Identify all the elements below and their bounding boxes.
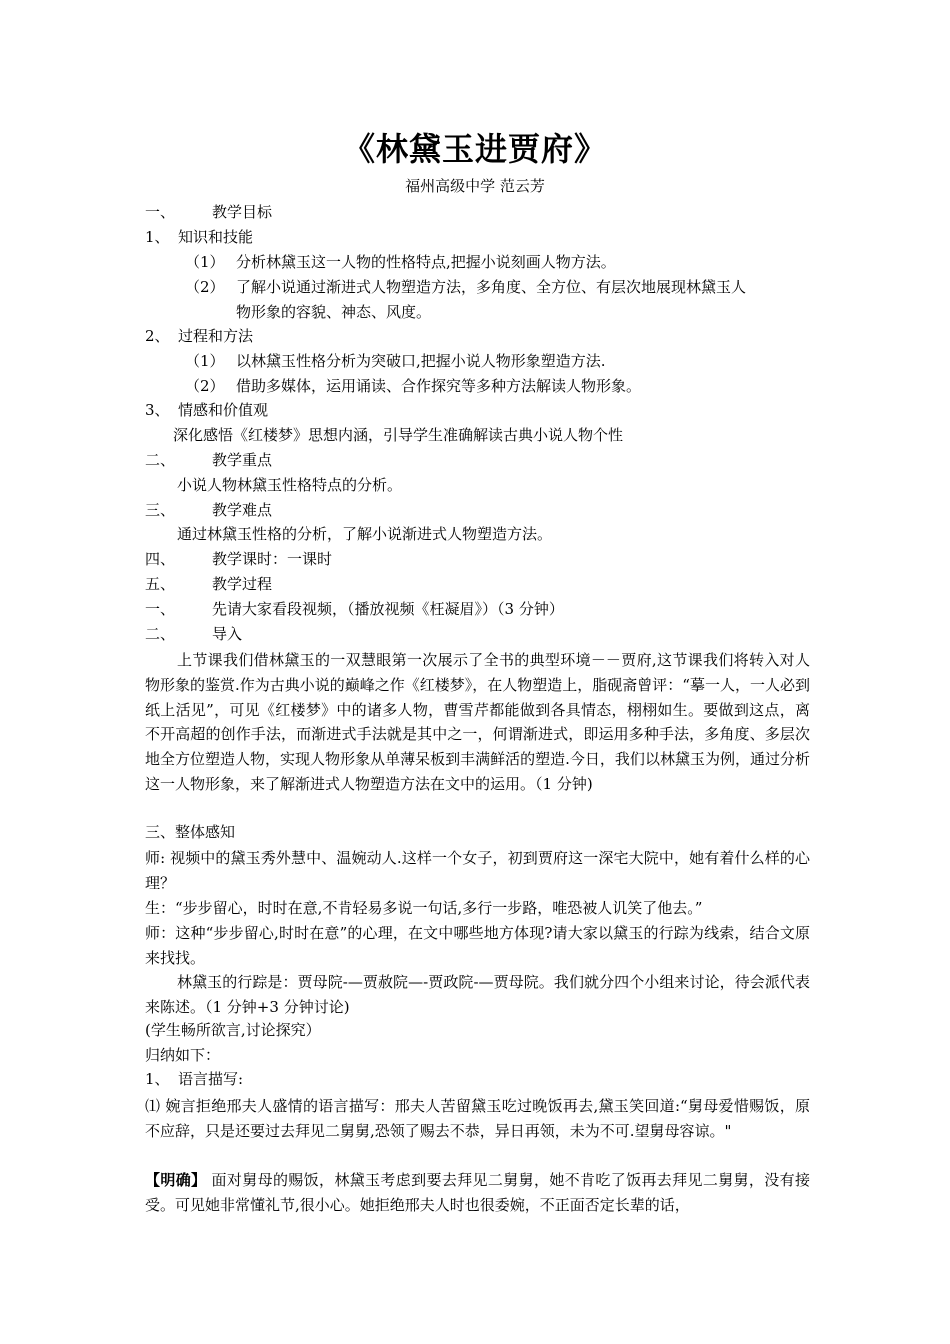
section-number: 三、 xyxy=(145,501,176,519)
introduction-paragraph: 上节课我们借林黛玉的一双慧眼第一次展示了全书的典型环境－－贾府,这节课我们将转入对人物形象的鉴赏.作为古典小说的巅峰之作《红楼梦》，在人物塑造上，脂砚斋曾评：“摹一人，一人必到纸上活见”，可见《红楼梦》中的诸多人物，曹雪芹都能做到各具情态，栩栩如生。要做到这点，离不开高超的创作手法，而渐进式手法就是其中之一，何谓渐进式，即运用多种手法，多角度、多层次地全方位塑造人物，实现人物形象从单薄呆板到丰满鲜活的塑造.今日，我们以林黛玉为例，通过分析这一人物形象，来了解渐进式人物塑造方法在文中的运用。（1 分钟) xyxy=(145,651,810,793)
values-paragraph: 深化感悟《红楼梦》思想内涵，引导学生准确解读古典小说人物个性 xyxy=(173,426,624,444)
subsection-1-2-heading xyxy=(145,326,810,346)
item-text: 分析林黛玉这一人物的性格特点,把握小说刻画人物方法。 xyxy=(236,253,616,271)
item-number: （2） xyxy=(185,278,225,296)
clarification-text: 面对舅母的赐饭，林黛玉考虑到要去拜见二舅舅，她不肯吃了饭再去拜见二舅舅，没有接受。可见她非常懂礼节,很小心。她拒绝邢夫人时也很委婉，不正面否定长辈的话， xyxy=(145,1171,810,1214)
item-number: 1、 xyxy=(145,1070,170,1088)
subsection-number: 3、 xyxy=(145,401,170,419)
item-number: （1） xyxy=(185,253,225,271)
subsection-number: 1、 xyxy=(145,228,170,246)
item-number: （2） xyxy=(185,377,225,395)
step-text: 导入 xyxy=(212,625,243,643)
process-step-3: 三、整体感知 xyxy=(145,823,236,841)
section-number: 五、 xyxy=(145,575,176,593)
subsection-number: 2、 xyxy=(145,327,170,345)
step-number: 一、 xyxy=(145,600,176,618)
item-text: 以林黛玉性格分析为突破口,把握小说人物形象塑造方法. xyxy=(236,352,606,370)
teacher-question-2: 师：这种“步步留心,时时在意”的心理，在文中哪些地方体现?请大家以黛玉的行踪为线索，结合文原来找找。 xyxy=(145,924,810,967)
section-title: 教学课时：一课时 xyxy=(212,550,333,568)
process-step-1 xyxy=(145,599,810,619)
section-2-heading xyxy=(145,450,810,470)
item-1-2-a xyxy=(185,351,850,371)
item-text: 语言描写: xyxy=(178,1070,244,1088)
item-1-1-b xyxy=(185,277,850,297)
section-4-heading xyxy=(145,549,810,569)
section-number: 四、 xyxy=(145,550,176,568)
process-step-2 xyxy=(145,624,810,644)
key-point-paragraph: 小说人物林黛玉性格特点的分析。 xyxy=(177,476,403,494)
student-answer-1: 生：“步步留心，时时在意,不肯轻易多说一句话,多行一步路，唯恐被人讥笑了他去。” xyxy=(145,899,703,917)
item-1-1-a xyxy=(185,252,850,272)
section-number: 一、 xyxy=(145,203,176,221)
teacher-question-1: 师: 视频中的黛玉秀外慧中、温婉动人.这样一个女子，初到贾府这一深宅大院中，她有着什么样的心理？ xyxy=(145,849,810,892)
document-title: 《林黛玉进贾府》 xyxy=(342,130,607,168)
subsection-title: 情感和价值观 xyxy=(178,401,269,419)
summary-label: 归纳如下： xyxy=(145,1046,221,1064)
discussion-note: (学生畅所欲言,讨论探究） xyxy=(145,1021,321,1039)
section-number: 二、 xyxy=(145,451,176,469)
subsection-1-3-heading xyxy=(145,400,810,420)
step-text: 先请大家看段视频，（播放视频《枉凝眉》）（3 分钟） xyxy=(212,600,564,618)
item-text: 了解小说通过渐进式人物塑造方法，多角度、全方位、有层次地展现林黛玉人 xyxy=(236,278,747,296)
section-title: 教学目标 xyxy=(212,203,273,221)
subsection-1-1-heading xyxy=(145,227,810,247)
subsection-title: 过程和方法 xyxy=(178,327,254,345)
language-description-heading xyxy=(145,1069,810,1089)
section-title: 教学过程 xyxy=(212,575,273,593)
section-1-heading xyxy=(145,202,810,222)
item-text: 借助多媒体，运用诵读、合作探究等多种方法解读人物形象。 xyxy=(236,377,642,395)
difficulty-paragraph: 通过林黛玉性格的分析，了解小说渐进式人物塑造方法。 xyxy=(177,525,553,543)
section-title: 教学重点 xyxy=(212,451,273,469)
item-number: （1） xyxy=(185,352,225,370)
item-1-2-b xyxy=(185,376,850,396)
section-5-heading xyxy=(145,574,810,594)
step-number: 二、 xyxy=(145,625,176,643)
section-title: 教学难点 xyxy=(212,501,273,519)
clarification-label: 【明确】 xyxy=(145,1171,207,1189)
case-1-paragraph: ⑴ 婉言拒绝邢夫人盛情的语言描写：邢夫人苦留黛玉吃过晚饭再去,黛玉笑回道:“舅母爱惜赐饭，原不应辞，只是还要过去拜见二舅舅,恐领了赐去不恭，异日再领，未为不可.望舅母容谅。" xyxy=(145,1097,810,1140)
item-1-1-b-continued: 物形象的容貌、神态、风度。 xyxy=(236,303,432,321)
subsection-title: 知识和技能 xyxy=(178,228,254,246)
document-author: 福州高级中学 范云芳 xyxy=(405,177,545,195)
route-paragraph: 林黛玉的行踪是：贾母院-—贾赦院—-贾政院-—贾母院。我们就分四个小组来讨论，待会派代表来陈述。（1 分钟+3 分钟讨论) xyxy=(145,973,810,1016)
section-3-heading xyxy=(145,500,810,520)
clarification-paragraph xyxy=(145,1168,810,1218)
